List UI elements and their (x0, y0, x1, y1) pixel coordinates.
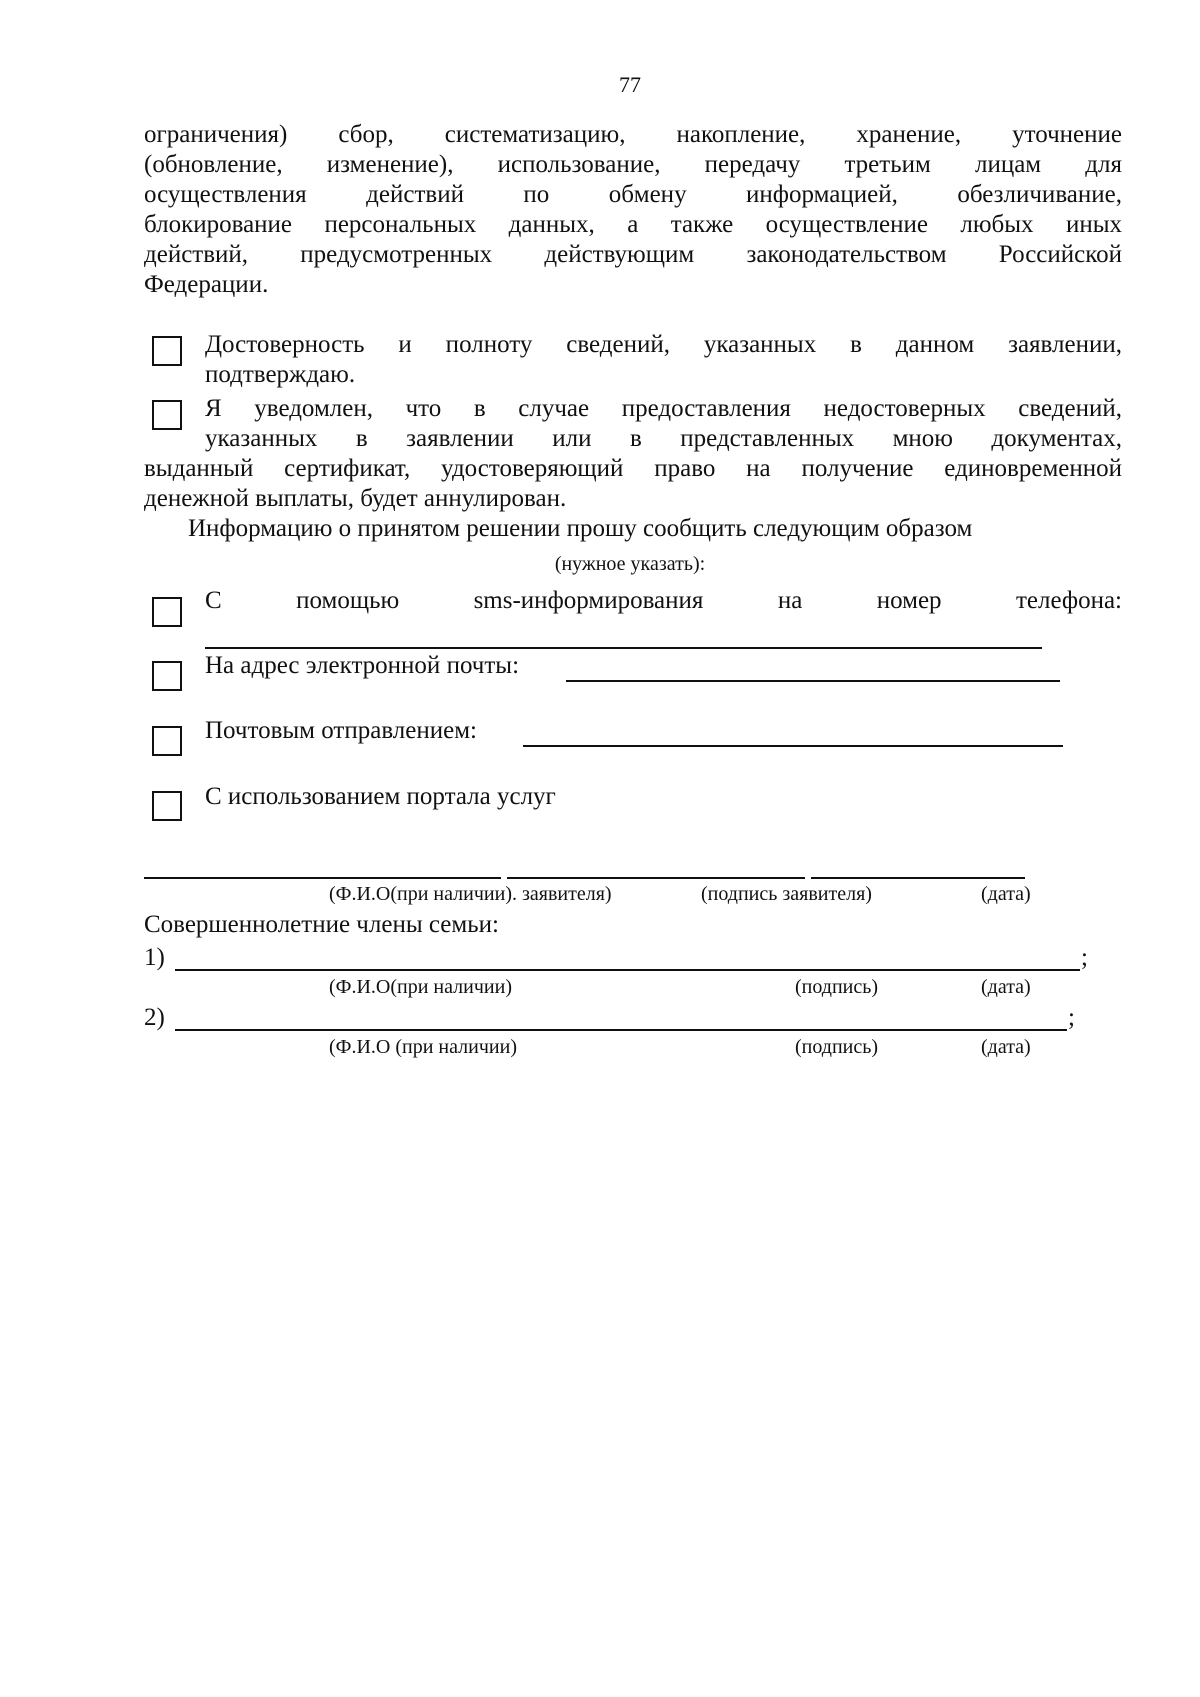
family-member-2-signature-caption: (подпись) (795, 1036, 879, 1058)
page-number: 77 (619, 72, 641, 97)
family-row-number: 2) (144, 1004, 165, 1031)
family-member-1-date-caption: (дата) (981, 976, 1031, 998)
family-row-end: ; (1068, 1004, 1075, 1031)
notice-line-2: указанных в заявлении или в представленных мною документах, (205, 425, 1122, 452)
confirm-line-2: подтверждаю. (205, 361, 356, 388)
family-row-end: ; (1081, 944, 1088, 971)
notice-line-1: Я уведомлен, что в случае предоставления недостоверных сведений, (205, 395, 1122, 422)
consent-line-3: осуществления действий по обмену информацией, обезличивание, (144, 181, 1122, 208)
phone-number-field[interactable] (205, 647, 1042, 649)
family-heading: Совершеннолетние члены семьи: (144, 911, 499, 938)
family-row-number: 1) (144, 944, 165, 971)
family-member-2-fio-caption: (Ф.И.О (при наличии) (329, 1036, 517, 1058)
family-member-2-field[interactable] (175, 1029, 1067, 1031)
email-option-label: На адрес электронной почты: (205, 652, 520, 679)
email-address-field[interactable] (566, 680, 1060, 682)
consent-line-5: действий, предусмотренных действующим законодательством Российской (144, 241, 1122, 268)
applicant-signature-field[interactable] (507, 877, 805, 879)
family-member-1-fio-caption: (Ф.И.О(при наличии) (329, 976, 512, 998)
applicant-date-field[interactable] (811, 877, 1025, 879)
notice-checkbox[interactable] (152, 400, 182, 430)
postal-address-field[interactable] (523, 745, 1063, 747)
post-option-label: Почтовым отправлением: (205, 717, 477, 744)
family-member-1-field[interactable] (175, 969, 1080, 971)
email-checkbox[interactable] (152, 661, 182, 691)
applicant-fio-caption: (Ф.И.О(при наличии). заявителя) (329, 883, 612, 905)
info-heading: Информацию о принятом решении прошу сообщить следующим образом (188, 515, 973, 542)
post-checkbox[interactable] (152, 726, 182, 756)
consent-line-2: (обновление, изменение), использование, передачу третьим лицам для (144, 151, 1122, 178)
family-member-1-signature-caption: (подпись) (795, 976, 879, 998)
portal-option-label: С использованием портала услуг (205, 783, 556, 810)
sms-option-label: С помощью sms-информирования на номер телефона: (205, 587, 1122, 614)
sms-checkbox[interactable] (152, 597, 182, 627)
applicant-signature-caption: (подпись заявителя) (701, 883, 872, 905)
consent-line-4: блокирование персональных данных, а также осуществление любых иных (144, 211, 1122, 238)
family-member-2-date-caption: (дата) (981, 1036, 1031, 1058)
confirm-line-1: Достоверность и полноту сведений, указанных в данном заявлении, (205, 331, 1122, 358)
info-note: (нужное указать): (554, 553, 706, 575)
applicant-date-caption: (дата) (981, 883, 1031, 905)
consent-line-1: ограничения) сбор, систематизацию, накопление, хранение, уточнение (144, 121, 1122, 148)
confirm-checkbox[interactable] (152, 336, 182, 366)
notice-line-4: денежной выплаты, будет аннулирован. (144, 485, 567, 512)
applicant-fio-field[interactable] (144, 877, 501, 879)
consent-line-6: Федерации. (144, 271, 269, 298)
portal-checkbox[interactable] (152, 791, 182, 821)
notice-line-3: выданный сертификат, удостоверяющий право на получение единовременной (144, 455, 1122, 482)
